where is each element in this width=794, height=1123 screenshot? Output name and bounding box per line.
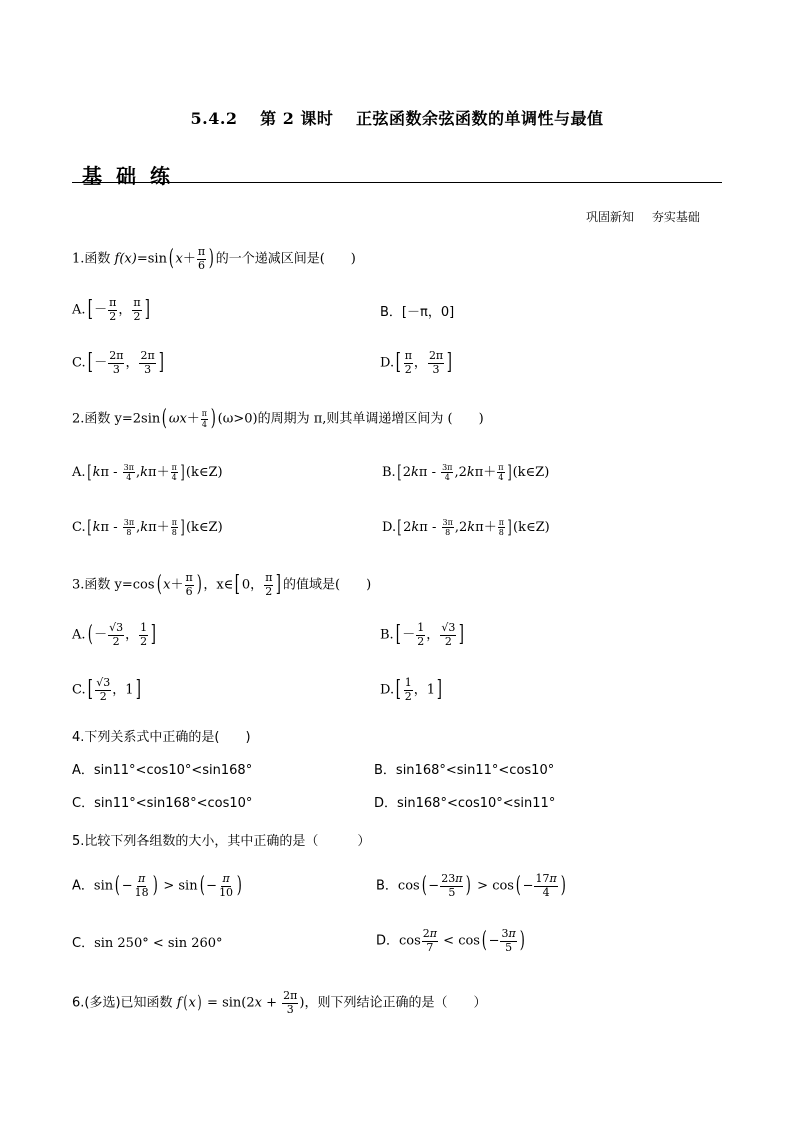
question-4-option-a: A．sin11°<cos10°<sin168° <box>72 763 253 778</box>
question-2-option-b: B.[2kπ - $\frac{3\pi}{4}$ ,2kπ＋ $\frac{\pi}{4}$ ](k∈Z) <box>382 461 550 483</box>
question-5-option-d: D．cos $\frac{2\pi}{7}$ < cos( − $\frac{3\pi}{5}$ ) <box>376 927 525 954</box>
question-4-option-b: B．sin168°<sin11°<cos10° <box>374 763 555 778</box>
question-2-stem: 2.函数 y=2sin( ωx＋ $\frac{\pi}{4}$ ) (ω>0)的周期为 π,则其单调递增区间为 ( ) <box>72 406 484 431</box>
question-1-option-d: D.[ $\frac{\pi}{2}$ ， $\frac{2\pi}{3}$ ] <box>380 349 453 376</box>
question-5-stem: 5.比较下列各组数的大小，其中正确的是（ ） <box>72 834 371 849</box>
section-heading: 基础练 <box>82 164 184 188</box>
question-2-option-a: A.[kπ - $\frac{3\pi}{4}$ ,kπ＋ $\frac{\pi}{4}$ ](k∈Z) <box>72 461 223 483</box>
question-3-option-b: B.[ － $\frac{1}{2}$ ， $\frac{√3}{2}$ ] <box>380 621 465 648</box>
question-3-option-a: A.( － $\frac{√3}{2}$ ， $\frac{1}{2}$ ] <box>72 621 157 648</box>
question-2-option-d: D.[2kπ - $\frac{3\pi}{8}$ ,2kπ＋ $\frac{\pi}{8}$ ](k∈Z) <box>382 516 550 538</box>
question-2-option-c: C.[kπ - $\frac{3\pi}{8}$ ,kπ＋ $\frac{\pi}{8}$ ](k∈Z) <box>72 516 223 538</box>
question-5-option-b: B．cos( − $\frac{23\pi}{5}$ ) > cos( − $\frac{17\pi}{4}$ ) <box>376 872 566 899</box>
question-5-option-c: C．sin 250° < sin 260° <box>72 936 223 951</box>
question-3-stem: 3.函数 y=cos( x＋ $\frac{\pi}{6}$ ) ，x∈[ 0， $\frac{\pi}{2}$ ] 的值域是( ) <box>72 571 372 598</box>
question-1-option-c: C.[ － $\frac{2\pi}{3}$ ， $\frac{2\pi}{3}$ ] <box>72 349 164 376</box>
question-1-stem: 1.函数 f(x)=sin( x＋ $\frac{\pi}{6}$ ) 的一个递减区间是( ) <box>72 245 356 272</box>
question-4-option-d: D．sin168°<cos10°<sin11° <box>374 796 556 811</box>
question-3-option-c: C.[ $\frac{√3}{2}$ ，1] <box>72 676 141 703</box>
question-1-option-b: B．[－π，0] <box>380 305 455 320</box>
section-tags: 巩固新知 夯实基础 <box>586 210 700 224</box>
question-5-option-a: A．sin( − $\frac{\pi}{18}$ ) > sin( − $\frac{\pi}{10}$ ) <box>72 872 242 899</box>
question-1-option-a: A.[ － $\frac{\pi}{2}$ ， $\frac{\pi}{2}$ ] <box>72 296 150 323</box>
question-4-option-c: C．sin11°<sin168°<cos10° <box>72 796 253 811</box>
section-divider <box>72 182 722 183</box>
question-6-stem: 6.(多选)已知函数 f(x) = sin(2x + $\frac{2\pi}{3}$ )，则下列结论正确的是（ ） <box>72 989 487 1016</box>
page-title: 5.4.2 第 2 课时 正弦函数余弦函数的单调性与最值 <box>190 109 604 128</box>
question-4-stem: 4.下列关系式中正确的是( ) <box>72 730 251 745</box>
question-3-option-d: D.[ $\frac{1}{2}$ ，1] <box>380 676 442 703</box>
